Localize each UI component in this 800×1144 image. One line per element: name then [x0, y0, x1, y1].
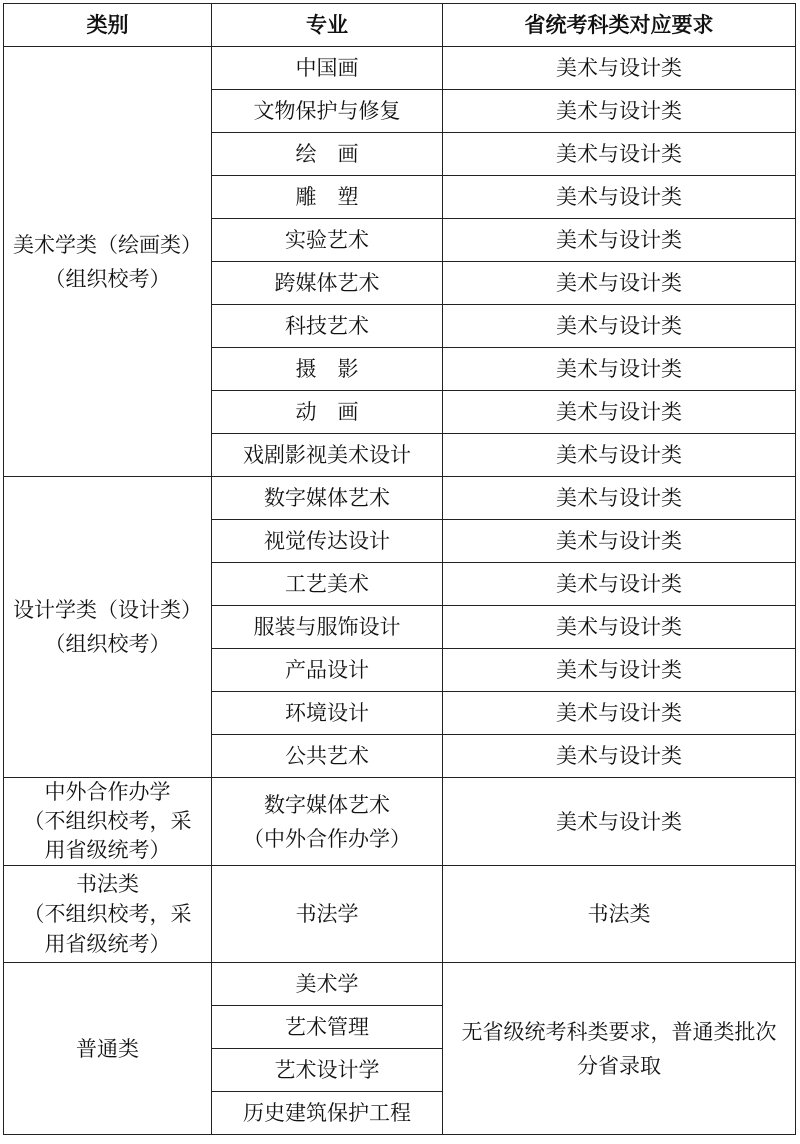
major-cell: 书法学 — [212, 866, 443, 963]
category-cell — [4, 47, 212, 477]
table-row — [4, 866, 796, 963]
major-cell: 动 画 — [212, 391, 443, 434]
category-line: 书法类 — [76, 872, 139, 896]
major-cell: 艺术管理 — [212, 1006, 443, 1049]
header-row — [4, 4, 796, 47]
major-cell: 公共艺术 — [212, 735, 443, 778]
category-line: 美术学类（绘画类） — [13, 232, 202, 257]
requirement-cell: 美术与设计类 — [443, 219, 796, 262]
requirement-cell: 美术与设计类 — [443, 262, 796, 305]
major-cell: 绘 画 — [212, 133, 443, 176]
major-cell: 戏剧影视美术设计 — [212, 434, 443, 477]
requirement-cell: 美术与设计类 — [443, 477, 796, 520]
requirement-cell: 美术与设计类 — [443, 434, 796, 477]
major-cell: 工艺美术 — [212, 563, 443, 606]
requirement-cell: 美术与设计类 — [443, 692, 796, 735]
requirement-cell: 美术与设计类 — [443, 133, 796, 176]
major-cell: 服装与服饰设计 — [212, 606, 443, 649]
requirement-cell: 美术与设计类 — [443, 176, 796, 219]
category-line: 用省级统考） — [44, 932, 171, 956]
header-requirement: 省统考科类对应要求 — [443, 4, 796, 47]
requirement-cell: 美术与设计类 — [443, 391, 796, 434]
major-cell: 中国画 — [212, 47, 443, 90]
major-cell — [212, 778, 443, 866]
major-cell: 实验艺术 — [212, 219, 443, 262]
major-line: （中外合作办学） — [243, 826, 411, 851]
major-cell: 跨媒体艺术 — [212, 262, 443, 305]
table-row — [4, 963, 796, 1006]
major-cell: 数字媒体艺术 — [212, 477, 443, 520]
major-cell: 摄 影 — [212, 348, 443, 391]
category-line: 用省级统考） — [44, 838, 171, 862]
category-cell: 普通类 — [4, 963, 212, 1135]
major-cell: 产品设计 — [212, 649, 443, 692]
major-cell: 雕 塑 — [212, 176, 443, 219]
table-body — [4, 47, 796, 1135]
requirement-cell: 美术与设计类 — [443, 90, 796, 133]
requirement-cell: 美术与设计类 — [443, 520, 796, 563]
requirement-cell: 美术与设计类 — [443, 348, 796, 391]
requirement-line: 分省录取 — [577, 1053, 661, 1078]
header-category: 类别 — [4, 4, 212, 47]
category-line: （不组织校考，采 — [23, 809, 192, 833]
requirement-cell: 美术与设计类 — [443, 47, 796, 90]
major-cell: 环境设计 — [212, 692, 443, 735]
requirement-cell: 美术与设计类 — [443, 649, 796, 692]
major-cell: 文物保护与修复 — [212, 90, 443, 133]
major-cell: 科技艺术 — [212, 305, 443, 348]
table-row — [4, 47, 796, 90]
category-line: 设计学类（设计类） — [13, 598, 202, 622]
header-major: 专业 — [212, 4, 443, 47]
requirement-cell: 书法类 — [443, 866, 796, 963]
category-line: （组织校考） — [44, 266, 171, 291]
table-row — [4, 477, 796, 520]
category-line: （不组织校考，采 — [23, 902, 192, 926]
category-cell — [4, 866, 212, 963]
requirement-cell: 美术与设计类 — [443, 606, 796, 649]
category-cell — [4, 778, 212, 866]
requirement-cell: 美术与设计类 — [443, 778, 796, 866]
category-line: （组织校考） — [44, 632, 171, 656]
table-row — [4, 778, 796, 866]
major-line: 数字媒体艺术 — [264, 792, 390, 817]
category-line: 中外合作办学 — [44, 780, 171, 804]
requirement-cell: 美术与设计类 — [443, 305, 796, 348]
major-cell: 视觉传达设计 — [212, 520, 443, 563]
major-cell: 艺术设计学 — [212, 1049, 443, 1092]
requirement-cell — [443, 963, 796, 1135]
admissions-table — [3, 3, 796, 1135]
major-cell: 美术学 — [212, 963, 443, 1006]
requirement-line: 无省级统考科类要求，普通类批次 — [461, 1019, 777, 1044]
major-cell: 历史建筑保护工程 — [212, 1092, 443, 1135]
requirement-cell: 美术与设计类 — [443, 735, 796, 778]
requirement-cell: 美术与设计类 — [443, 563, 796, 606]
category-cell — [4, 477, 212, 778]
